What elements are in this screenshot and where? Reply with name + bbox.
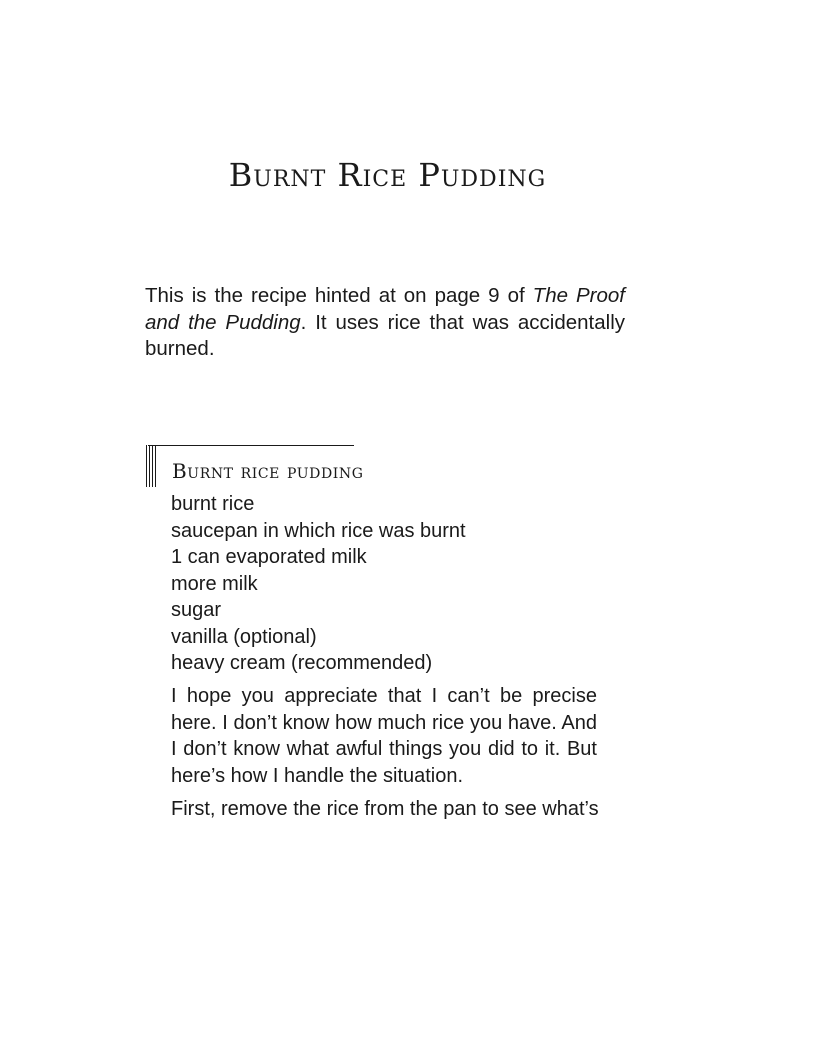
page-title: Burnt Rice Pudding [228,156,547,194]
ingredient-item: 1 can evaporated milk [171,546,367,568]
recipe-paragraph: I hope you appreciate that I can’t be precise here. I don’t know how much rice you have. And I don’t know what awful things you did to it. But here’s how I handle the situation. [171,685,597,787]
recipe-title: Burnt rice pudding [172,459,364,483]
book-title: The Proof and the Pudding [145,284,625,334]
ingredient-item: heavy cream (recommended) [171,652,433,674]
ingredient-item: vanilla (optional) [171,625,317,648]
recipe-header-rule [148,445,354,446]
ingredient-item: burnt rice [171,493,255,515]
intro-text-before: This is the recipe hinted at on page 9 of [145,284,533,307]
ingredient-list [171,491,466,677]
intro-text-after: . It uses rice that was accidentally burned. [145,310,625,360]
recipe-paragraph: First, remove the rice from the pan to see what’s [171,798,599,820]
recipe-margin-bars [146,445,156,487]
ingredient-item: saucepan in which rice was burnt [171,519,466,542]
ingredient-item: sugar [171,599,222,621]
ingredient-item: more milk [171,572,258,595]
intro-paragraph [145,283,625,363]
